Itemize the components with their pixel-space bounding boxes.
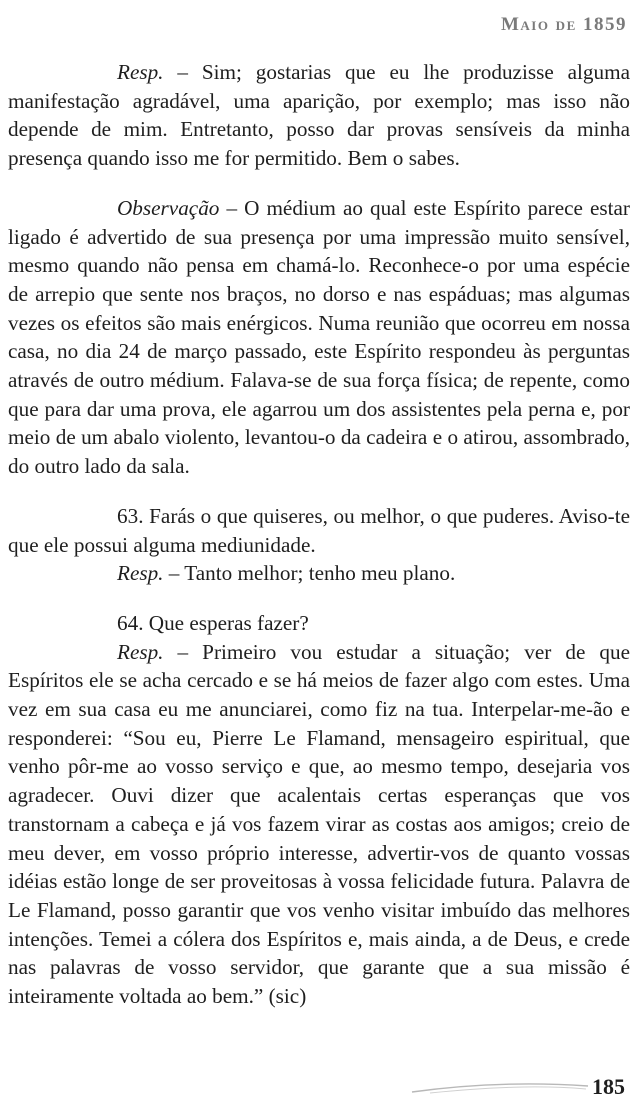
paragraph-text: – O médium ao qual este Espírito parece estar ligado é advertido de sua presença por uma impressão muito sensível, mesmo quando não pensa em chamá-lo. Reconhece-o por uma espécie de arrepio que sente nos braços, no dorso e nas espáduas; mas algumas vezes os efeitos são mais enérgicos. Numa reunião que ocorreu em nossa casa, no dia 24 de março passado, este Espírito respondeu às perguntas através de outro médium. Falava-se de sua força física; de repente, como que para dar uma prova, ele agarrou um dos assistentes pela perna e, por meio de um abalo violento, levantou-o da cadeira e o atirou, assombrado, do outro lado da sala.: [8, 195, 630, 479]
resp-label: Resp.: [117, 639, 164, 664]
footer-swoosh-ornament: [410, 1080, 590, 1094]
observacao-label: Observação: [117, 195, 220, 220]
paragraph-text: – Primeiro vou estudar a situação; ver de que Espíritos ele se acha cercado e se há meios de fazer algo com estes. Uma vez em sua casa eu me anunciarei, como fiz na tua. Interpelar-me-ão e responderei: “Sou eu, Pierre Le Flamand, mensageiro espiritual, que venho pôr-me ao vosso serviço e que, ao mesmo tempo, desejaria vos agradecer. Ouvi dizer que acalentais certas esperanças que vos transtornam a cabeça e já vos fazem virar as costas aos amigos; creio de meu dever, em vosso próprio interesse, advertir-vos de quanto vossas idéias estão longe de ser proveitosas à vossa felicidade futura. Palavra de Le Flamand, posso garantir que vos venho visitar imbuído das melhores intenções. Temei a cólera dos Espíritos e, mais ainda, a de Deus, e crede nas palavras de vosso servidor, que garante que a sua missão é inteiramente voltada ao bem.” (sic): [8, 639, 630, 1009]
resp-label: Resp.: [117, 60, 164, 84]
paragraph-observacao: [8, 194, 630, 481]
body-text: [8, 58, 630, 1011]
paragraph-resp-2: [8, 559, 630, 588]
paragraph-text: 63. Farás o que quiseres, ou melhor, o que puderes. Aviso-te que ele possui alguma mediunidade.: [8, 503, 630, 557]
paragraph-resp-1: [8, 58, 630, 173]
paragraph-text: 64. Que esperas fazer?: [117, 610, 309, 635]
paragraph-question-63: [8, 502, 630, 559]
running-head: Maio de 1859: [500, 14, 627, 35]
page-number: 185: [592, 1074, 625, 1099]
paragraph-question-64: [8, 609, 630, 638]
paragraph-text: – Sim; gostarias que eu lhe produzisse alguma manifestação agradável, uma aparição, por exemplo; mas isso não depende de mim. Entretanto, posso dar provas sensíveis da minha presença quando isso me for permitido. Bem o sabes.: [8, 60, 630, 171]
paragraph-text: – Tanto melhor; tenho meu plano.: [163, 561, 456, 586]
paragraph-resp-3: [8, 638, 630, 1011]
resp-label: Resp.: [117, 561, 164, 586]
